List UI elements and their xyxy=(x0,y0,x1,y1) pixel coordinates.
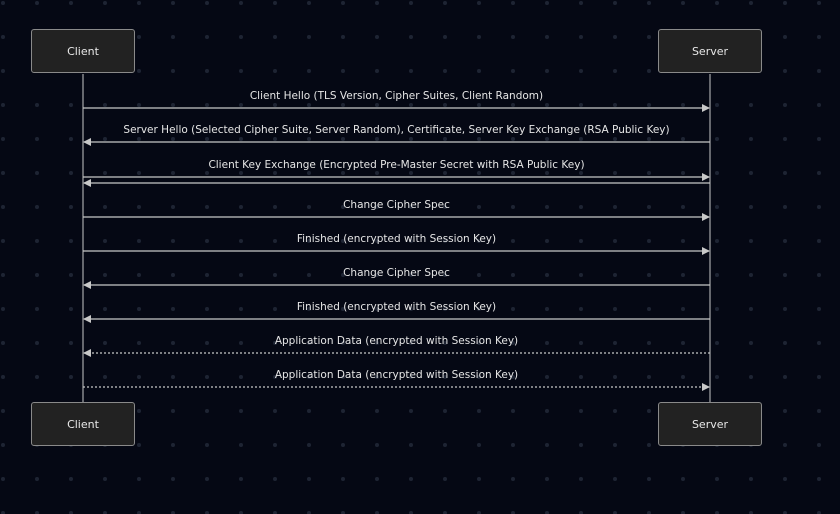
participant-client-top xyxy=(31,29,135,73)
message-label: Finished (encrypted with Session Key) xyxy=(296,301,497,313)
message-label: Application Data (encrypted with Session Key) xyxy=(274,369,519,381)
message-label: Client Key Exchange (Encrypted Pre-Master Secret with RSA Public Key) xyxy=(208,159,585,171)
participant-label: Server xyxy=(691,44,729,58)
participant-label: Server xyxy=(691,417,729,431)
participant-label: Client xyxy=(67,417,99,431)
participant-client-bottom xyxy=(31,402,135,446)
message-label: Change Cipher Spec xyxy=(343,267,450,279)
message-label: Application Data (encrypted with Session Key) xyxy=(274,335,519,347)
message-label: Client Hello (TLS Version, Cipher Suites, Client Random) xyxy=(249,90,544,102)
participant-label: Client xyxy=(67,44,99,58)
message-label: Server Hello (Selected Cipher Suite, Server Random), Certificate, Server Key Exchange (RSA Public Key) xyxy=(123,124,670,136)
message-label: Finished (encrypted with Session Key) xyxy=(296,233,497,245)
participant-server-top xyxy=(658,29,762,73)
message-label: Change Cipher Spec xyxy=(343,199,450,211)
participant-server-bottom xyxy=(658,402,762,446)
